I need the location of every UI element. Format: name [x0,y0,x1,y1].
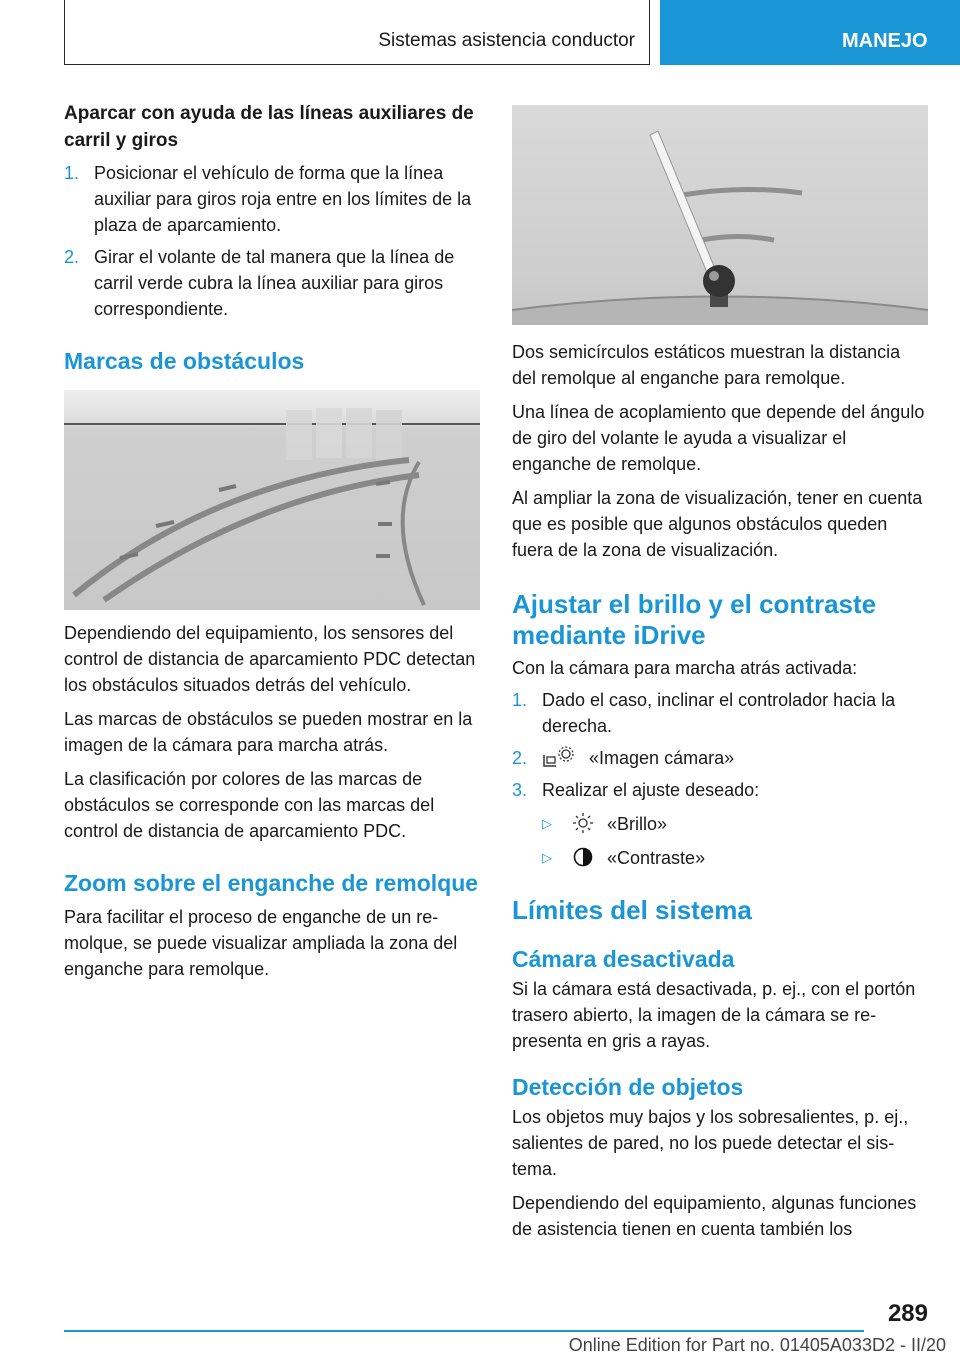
list-item [64,160,480,238]
brightness-steps [512,687,928,803]
step-text: Girar el volante de tal manera que la línea de carril verde cubra la línea auxiliar para giros correspondiente. [94,247,455,319]
camera-off-heading: Cámara desactivada [512,946,735,972]
paragraph: Dependiendo del equipamiento, algunas funciones de asistencia tienen en cuenta también los [512,1193,917,1239]
subitem-text: «Contraste» [607,848,706,868]
step-text: Realizar el ajuste deseado: [542,780,760,800]
footer-divider [64,1330,864,1332]
paragraph: Para facilitar el proceso de enganche de un remolque, se puede visualizar ampliada la zona del enganche para remolque. [64,907,458,979]
list-item [64,244,480,322]
paragraph: Con la cámara para marcha atrás activada: [512,658,858,678]
hitch-text [512,339,928,563]
brightness-icon [572,812,594,834]
step-number: 2. [64,247,80,267]
step-text: Posicionar el vehículo de forma que la línea auxiliar para giros roja entre en los límites de la plaza de aparcamiento. [94,163,472,235]
paragraph: Dos semicírculos estáticos muestran la distancia del remolque al enganche para remolque. [512,342,901,388]
brightness-heading: Ajustar el brillo y el contraste mediante iDrive [512,589,877,650]
list-item [512,811,928,837]
zoom-heading: Zoom sobre el enganche de remolque [64,870,479,896]
step-number: 3. [512,780,528,800]
paragraph: Los objetos muy bajos y los sobresalientes, p. ej., salientes de pared, no los puede detectar el sistema. [512,1107,909,1179]
chapter-tab [660,0,960,65]
paragraph: Una línea de acoplamiento que depende del ángulo de giro del volante le ayuda a visualizar el enganche de remolque. [512,402,925,474]
paragraph: Si la cámara está desactivada, p. ej., con el portón trasero abierto, la imagen de la cámara se representa en gris a rayas. [512,979,916,1051]
list-item [512,687,928,739]
header-section-box [64,0,650,65]
step-number: 2. [512,748,528,768]
list-item [512,745,928,771]
edition-footer: Online Edition for Part no. 01405A033D2 - II/20 [568,1335,946,1355]
paragraph: Al ampliar la zona de visualización, tener en cuenta que es posible que algunos obstáculos queden fuera de la zona de visualización. [512,488,923,560]
parking-heading: Aparcar con ayuda de las líneas auxiliares de carril y giros [64,103,474,151]
step-text: «Imagen cámara» [589,748,735,768]
obstacle-marks-illustration [64,390,480,610]
right-column [512,105,928,1242]
triangle-bullet-icon: ▷ [542,816,552,831]
paragraph: Dependiendo del equipamiento, los sensores del control de distancia de aparcamiento PDC detectan los obstáculos situados detrás del vehículo. [64,623,476,695]
chapter-tab-label: MANEJO [842,30,928,52]
paragraph: La clasificación por colores de las marcas de obstáculos se corresponde con las marcas del control de distancia de aparcamiento PDC. [64,769,435,841]
list-item [512,777,928,803]
subitem-text: «Brillo» [607,814,668,834]
parking-steps [64,160,480,322]
trailer-hitch-illustration [512,105,928,325]
left-column [64,100,480,982]
limits-heading: Límites del sistema [512,895,752,925]
paragraph: Las marcas de obstáculos se pueden mostrar en la imagen de la cámara para marcha atrás. [64,709,473,755]
page-number: 289 [887,1300,928,1327]
detection-heading: Detección de objetos [512,1074,744,1100]
step-number: 1. [64,163,80,183]
camera-settings-icon [542,746,576,768]
triangle-bullet-icon: ▷ [542,850,552,865]
contrast-icon [572,846,594,868]
section-title: Sistemas asistencia conductor [378,30,635,51]
step-number: 1. [512,690,528,710]
step-text: Dado el caso, inclinar el controlador hacia la derecha. [542,690,896,736]
obstacles-text [64,620,480,844]
list-item [512,845,928,871]
obstacles-heading: Marcas de obstáculos [64,348,305,374]
